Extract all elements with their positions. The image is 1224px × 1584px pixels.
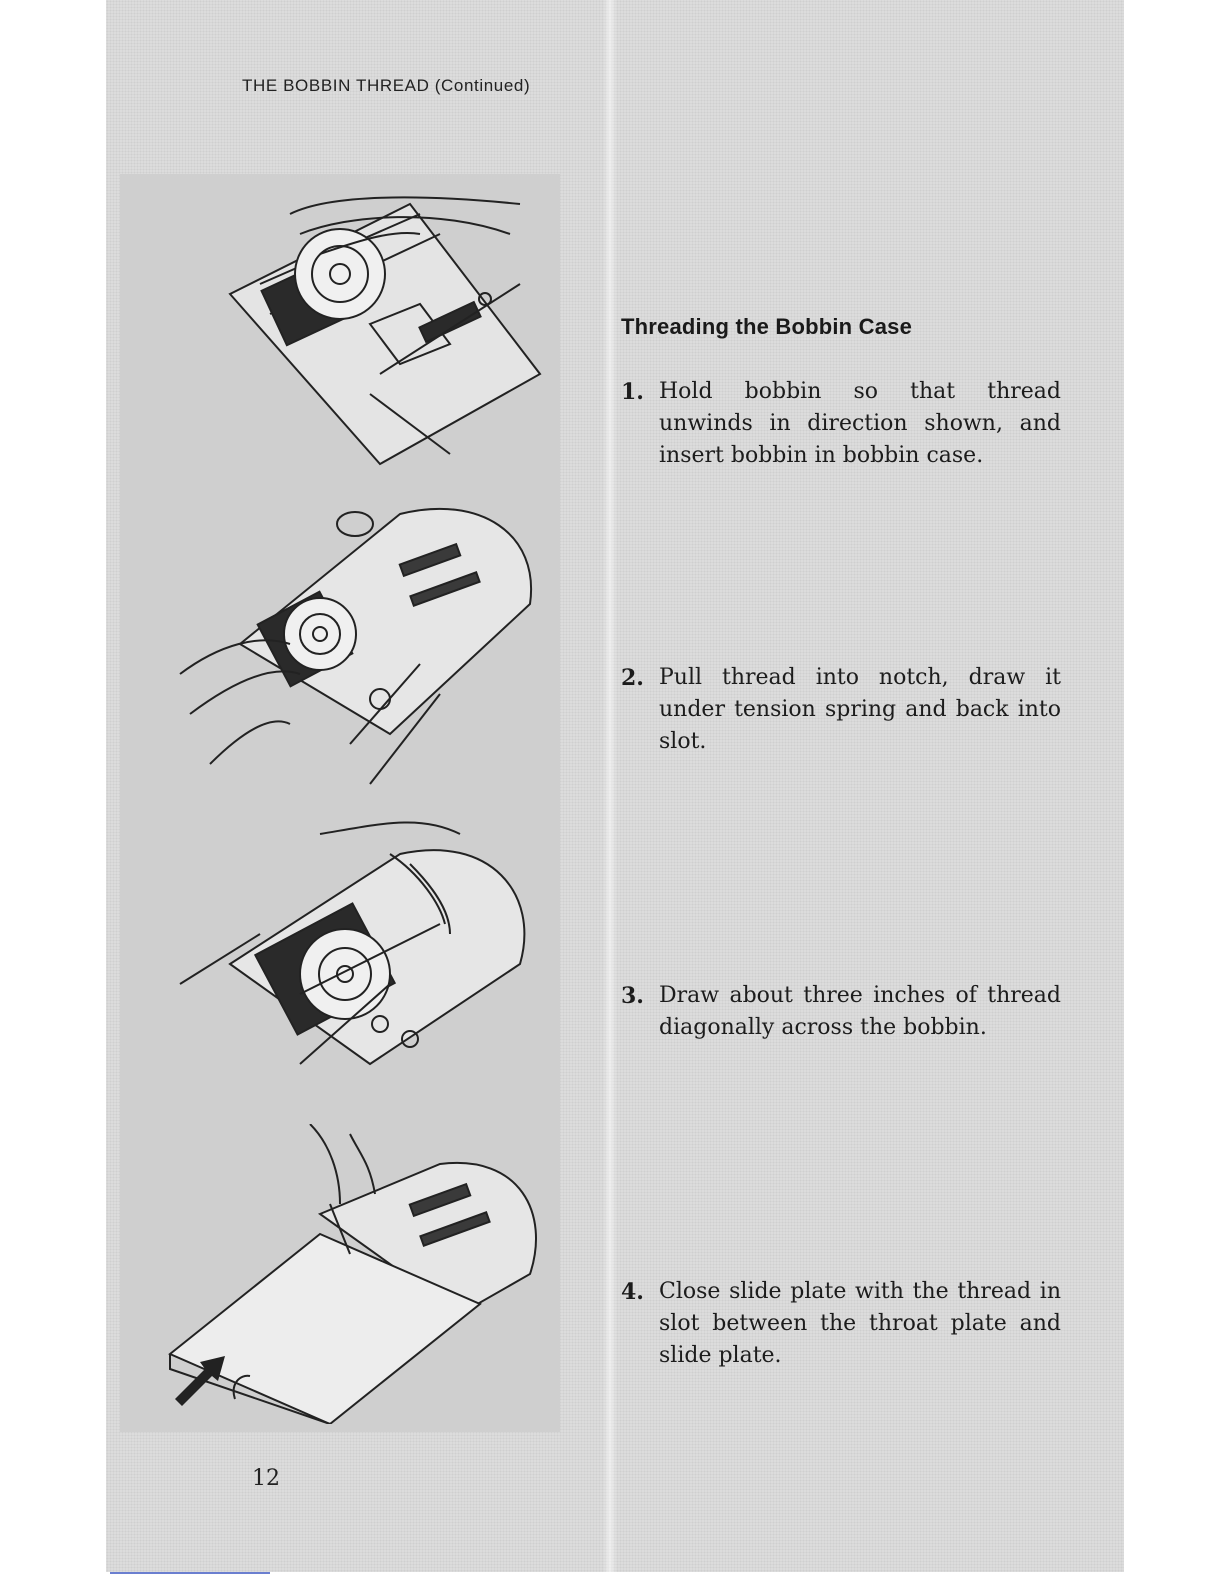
illustration-close-slide-plate [120,1124,560,1424]
step-number: 4. [621,1279,644,1305]
illustration-thread-across [120,814,560,1114]
section-title: Threading the Bobbin Case [621,314,913,339]
illustration-column [120,174,560,1432]
scan-edge-line [110,1572,270,1574]
page-gutter [603,0,617,1572]
instruction-step-3 [621,980,1061,1044]
step-text: Hold bobbin so that thread unwinds in direction shown, and insert bobbin in bobbin case. [659,379,1061,468]
step-text: Pull thread into notch, draw it under tension spring and back into slot. [659,665,1061,754]
page-header: THE BOBBIN THREAD (Continued) [242,76,531,95]
instruction-step-1 [621,376,1061,472]
step-text: Draw about three inches of thread diagonally across the bobbin. [659,983,1061,1040]
page-number: 12 [252,1466,280,1491]
step-number: 3. [621,983,644,1009]
instruction-step-2 [621,662,1061,758]
step-text: Close slide plate with the thread in slot between the throat plate and slide plate. [659,1279,1061,1368]
illustration-thread-notch [120,494,560,794]
step-number: 2. [621,665,644,691]
instruction-step-4 [621,1276,1061,1372]
illustration-insert-bobbin [120,174,560,474]
step-number: 1. [621,379,644,405]
